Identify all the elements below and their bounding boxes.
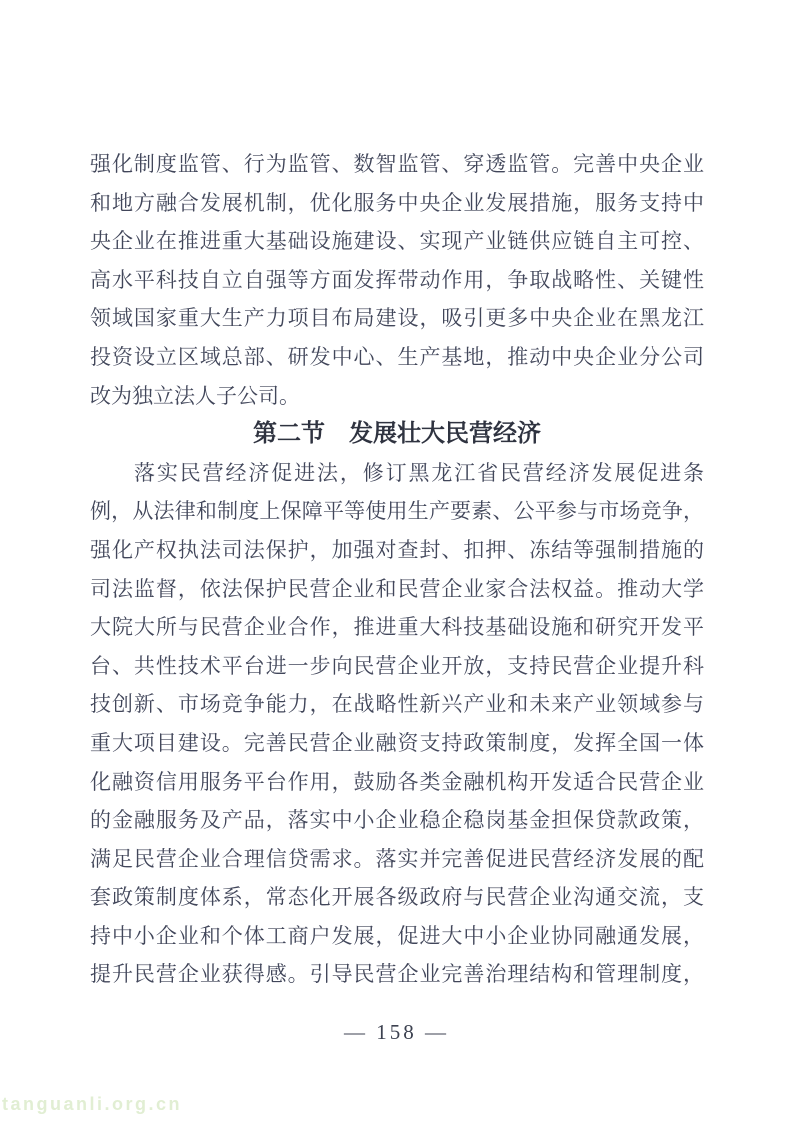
watermark-text: tanguanli.org.cn: [2, 1094, 183, 1114]
text-line: 技创新、市场竞争能力，在战略性新兴产业和未来产业领域参与: [90, 692, 704, 717]
text-line: 大院大所与民营企业合作，推进重大科技基础设施和研究开发平: [90, 615, 704, 640]
text-line: 领域国家重大生产力项目布局建设，吸引更多中央企业在黑龙江: [90, 306, 704, 331]
text-line: 满足民营企业合理信贷需求。落实并完善促进民营经济发展的配: [90, 846, 704, 871]
text-line: 套政策制度体系，常态化开展各级政府与民营企业沟通交流，支: [90, 885, 704, 910]
section-title: 发展壮大民营经济: [349, 421, 541, 448]
text-line: 重大项目建设。完善民营企业融资支持政策制度，发挥全国一体: [90, 730, 704, 755]
document-text-block: [90, 145, 704, 994]
paragraph-2: [90, 454, 704, 994]
text-line: 台、共性技术平台进一步向民营企业开放，支持民营企业提升科: [90, 653, 704, 678]
section-number: 第二节: [253, 421, 325, 448]
section-heading: [90, 415, 704, 454]
text-line: 投资设立区域总部、研发中心、生产基地，推动中央企业分公司: [90, 344, 704, 369]
text-line: 落实民营经济促进法，修订黑龙江省民营经济发展促进条: [134, 460, 704, 485]
text-line: 改为独立法人子公司。: [90, 383, 300, 408]
text-line: 强化制度监管、行为监管、数智监管、穿透监管。完善中央企业: [90, 152, 704, 176]
text-line: 和地方融合发展机制，优化服务中央企业发展措施，服务支持中: [90, 190, 704, 215]
text-line: 提升民营企业获得感。引导民营企业完善治理结构和管理制度，: [90, 962, 704, 987]
text-line: 持中小企业和个体工商户发展，促进大中小企业协同融通发展，: [90, 923, 704, 948]
text-line: 强化产权执法司法保护，加强对查封、扣押、冻结等强制措施的: [90, 537, 704, 562]
text-line: 央企业在推进重大基础设施建设、实现产业链供应链自主可控、: [90, 229, 704, 254]
text-line: 的金融服务及产品，落实中小企业稳企稳岗基金担保贷款政策，: [90, 808, 704, 833]
text-line: 化融资信用服务平台作用，鼓励各类金融机构开发适合民营企业: [90, 769, 704, 794]
text-line: 司法监督，依法保护民营企业和民营企业家合法权益。推动大学: [90, 576, 704, 601]
text-line: 高水平科技自立自强等方面发挥带动作用，争取战略性、关键性: [90, 267, 704, 292]
paragraph-1: [90, 145, 704, 415]
page-number: — 158 —: [344, 1020, 449, 1044]
text-line: 例，从法律和制度上保障平等使用生产要素、公平参与市场竞争，: [90, 499, 704, 524]
